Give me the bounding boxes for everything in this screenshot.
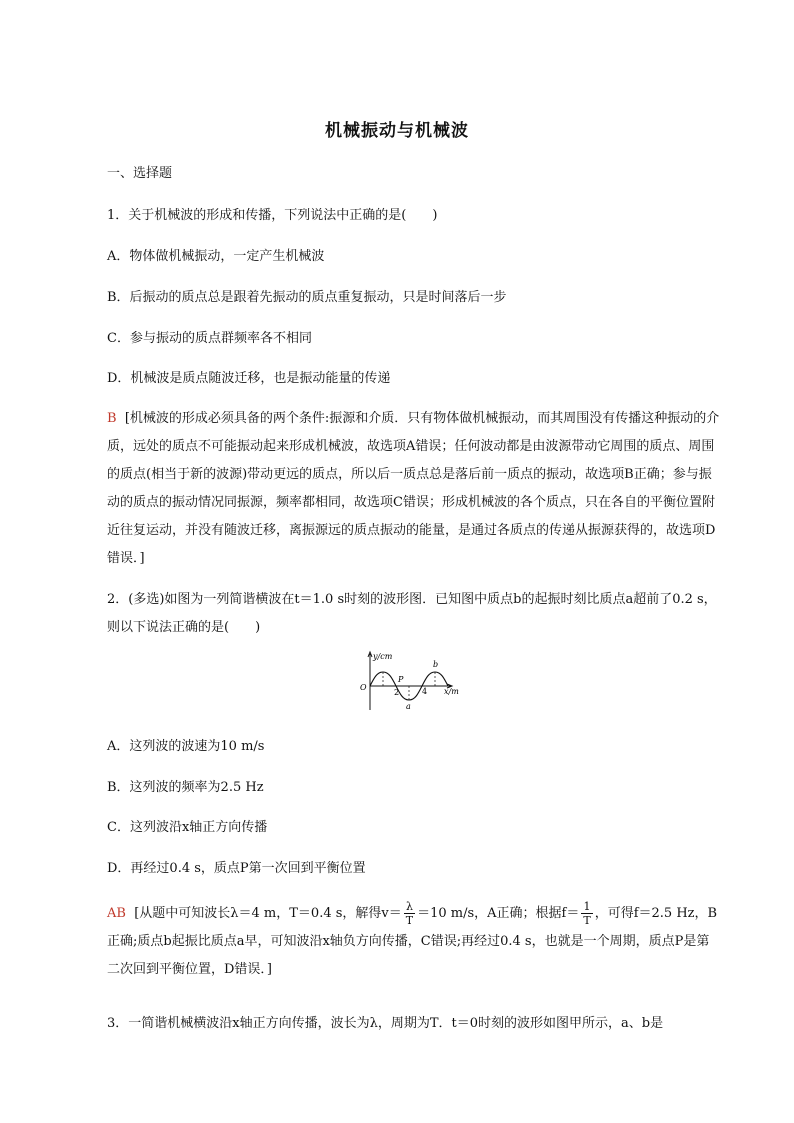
y-axis-label: y/cm [373,652,393,661]
point-a-label: a [406,702,411,711]
question-1-option-c: C．参与振动的质点群频率各不相同 [107,331,312,346]
fraction-denominator: T [405,914,414,927]
fraction-numerator: 1 [581,900,592,914]
wave-graph [356,650,468,712]
fraction-numerator: λ [404,900,415,914]
page-title: 机械振动与机械波 [325,121,469,141]
fraction-one-over-t [581,900,592,927]
question-2-answer [107,900,722,984]
question-2-option-d: D．再经过0.4 s，质点P第一次回到平衡位置 [107,861,366,876]
question-1-answer [107,405,721,573]
question-2-option-b: B．这列波的频率为2.5 Hz [107,780,264,795]
question-1-option-a: A．物体做机械振动，一定产生机械波 [107,249,325,264]
question-1-stem: 1．关于机械波的形成和传播，下列说法中正确的是( ) [107,208,438,223]
question-3-stem: 3．一简谐机械横波沿x轴正方向传播，波长为λ，周期为T．t＝0时刻的波形如图甲所示，a、b是 [107,1016,664,1031]
fraction-lambda-over-t [404,900,415,927]
question-2-answer-key: AB [107,906,126,921]
question-2-stem: 2．(多选)如图为一列简谐横波在t＝1.0 s时刻的波形图．已知图中质点b的起振时刻比质点a超前了0.2 s，则以下说法正确的是( ) [107,592,717,635]
question-2-option-c: C．这列波沿x轴正方向传播 [107,820,268,835]
x-axis-label: x/m [444,687,459,696]
tick-label-4: 4 [422,687,428,696]
question-1-option-b: B．后振动的质点总是跟着先振动的质点重复振动，只是时间落后一步 [107,290,507,305]
wave-figure [356,650,468,712]
question-2-explanation-part1: [从题中可知波长λ＝4 m，T＝0.4 s，解得v＝ [134,906,402,921]
question-2-explanation-part2: ＝10 m/s，A正确；根据f＝ [417,906,580,921]
question-1-answer-key: B [107,411,117,426]
section-heading: 一、选择题 [107,166,173,181]
question-1-option-d: D．机械波是质点随波迁移，也是振动能量的传递 [107,371,391,386]
fraction-denominator: T [583,914,591,927]
question-2-option-a: A．这列波的波速为10 m/s [107,739,265,754]
point-p-label: P [398,675,404,684]
point-b-label: b [433,660,439,669]
question-2-explanation-part3: ，可得f＝2.5 Hz，B正确;质点b起振比质点a早，可知波沿x轴负方向传播，C错误;再经过0.4 s，也就是一个周期，质点P是第二次回到平衡位置，D错误．] [107,906,718,977]
tick-label-2: 2 [394,688,400,697]
question-1-explanation: [机械波的形成必须具备的两个条件:振源和介质．只有物体做机械振动，而其周围没有传播这种振动的介质，远处的质点不可能振动起来形成机械波，故选项A错误；任何波动都是由波源带动它周围的质点、周围的质点(相当于新的波源)带动更远的质点，所以后一质点总是落后前一质点的振动，故选项B正确；参与振动的质点的振动情况同振源，频率都相同，故选项C错误；形成机械波的各个质点，只在各自的平衡位置附近往复运动，并没有随波迁移，离振源远的质点振动的能量，是通过各质点的传递从振源获得的，故选项D错误．] [107,411,720,566]
origin-label: O [360,683,367,692]
